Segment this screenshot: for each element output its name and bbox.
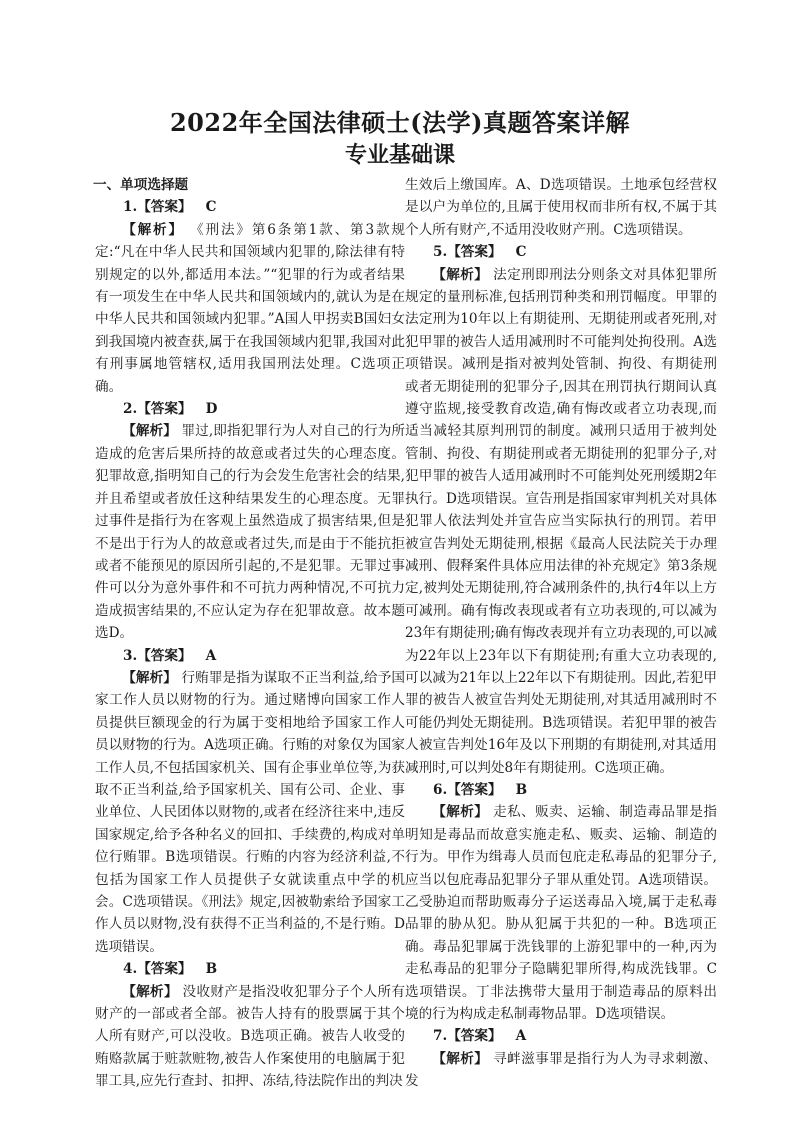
- answer-label: 【答案】: [137, 647, 192, 664]
- answer-key: C: [205, 199, 217, 216]
- analysis-q4-continued: 生效后上缴国库。A、D选项错误。土地承包经营权是以户为单位的,且属于使用权而非所有权,不属于其个人所有财产,不适用没收财产刑。C选项错误。: [405, 177, 717, 238]
- analysis-q1: [95, 219, 405, 398]
- answer-line-q5: [433, 241, 717, 263]
- answer-line-q6: [433, 779, 717, 801]
- analysis-q2: [95, 420, 405, 644]
- analysis-label: 【解析】: [122, 669, 177, 686]
- section-title: 一、单项选择题: [93, 177, 189, 193]
- analysis-label: 【解析】: [432, 804, 489, 821]
- question-number: 3.: [123, 647, 138, 664]
- analysis-q3: [95, 667, 405, 958]
- analysis-q7: [405, 1048, 717, 1093]
- answer-line-q4: [123, 958, 405, 980]
- answer-label: 【答案】: [447, 1028, 502, 1045]
- page-subtitle: 专业基础课: [344, 142, 455, 168]
- question-number: 7.: [433, 1028, 448, 1045]
- answer-line-q3: [123, 645, 405, 667]
- analysis-text: 《刑法》第6条第1款、第3款规定:“凡在中华人民共和国领域内犯罪的,除法律有特别规定的以外,都适用本法。”“犯罪的行为或者结果有一项发生在中华人民共和国领域内的,就认为是在中华人民共和国领域内犯罪。”A国人甲拐卖B国妇女到我国境内被查获,属于在我国领域内犯罪,我国对此有刑事属地管辖权,适用我国刑法处理。C选项正确。: [95, 221, 405, 395]
- answer-label: 【答案】: [137, 961, 192, 978]
- analysis-label: 【解析】: [122, 423, 177, 440]
- answer-line-q2: [123, 398, 405, 420]
- answer-key: C: [515, 244, 527, 261]
- analysis-q4: [95, 981, 405, 1093]
- analysis-text: 罪过,即指犯罪行为人对自己的行为所造成的危害后果所持的故意或者过失的心理态度。犯罪故意,指明知自己的行为会发生危害社会的结果,并且希望或者放任这种结果发生的心理态度。无罪过事件是指行为在客观上虽然造成了损害结果,但是不是出于行为人的故意或者过失,而是由于不能抗拒或者不能预见的原因所引起的,不是犯罪。无罪过事件可以分为意外事件和不可抗力两种情况,不可抗力造成损害结果的,不应认定为存在犯罪故意。故本题选D。: [95, 423, 405, 642]
- analysis-label: 【解析】: [122, 221, 184, 238]
- answer-key: B: [205, 961, 218, 978]
- analysis-label: 【解析】: [122, 983, 178, 1000]
- analysis-text: 没收财产是指没收犯罪分子个人所有财产的一部或者全部。被告人持有的股票属于其个人所有财产,可以没收。B选项正确。被告人收受的贿赂款属于赃款赃物,被告人作案使用的电脑属于犯罪工具,应先行查封、扣押、冻结,待法院作出的判决: [95, 983, 406, 1090]
- answer-label: 【答案】: [447, 781, 502, 798]
- answer-key: A: [515, 1028, 527, 1045]
- answer-label: 【答案】: [137, 401, 192, 418]
- answer-line-q1: [123, 196, 405, 218]
- question-number: 5.: [433, 244, 448, 261]
- question-number: 4.: [123, 961, 138, 978]
- analysis-text: 寻衅滋事罪是指行为人为寻求刺激、发: [405, 1050, 718, 1090]
- answer-line-q7: [433, 1025, 717, 1047]
- left-column: [95, 174, 405, 1093]
- analysis-text: 法定刑即刑法分则条文对具体犯罪所规定的量刑标准,包括刑罚种类和刑罚幅度。甲罪的法定刑为10年以上有期徒刑、无期徒刑或者死刑,对犯甲罪的被告人适用减刑时不可能判处拘役刑。A选项错误。减刑是指对被判处管制、拘役、有期徒刑或者无期徒刑的犯罪分子,因其在刑罚执行期间认真遵守监规,接受教育改造,确有悔改或者立功表现,而适当减轻其原判刑罚的制度。减刑只适用于被判处管制、拘役、有期徒刑或者无期徒刑的犯罪分子,对犯甲罪的被告人适用减刑时不可能判处死刑缓期2年执行。D选项错误。宣告刑是指国家审判机关对具体犯罪人依法判处并宣告应当实际执行的刑罚。若甲被宣告判处无期徒刑,根据《最高人民法院关于办理减刑、假释案件具体应用法律的补充规定》第3条规定,被判处无期徒刑,符合减刑条件的,执行4年以上方可减刑。确有悔改表现或者有立功表现的,可以减为23年有期徒刑;确有悔改表现并有立功表现的,可以减为22年以上23年以下有期徒刑;有重大立功表现的,可以减为21年以上22年以下有期徒刑。因此,若犯甲罪的被告人被宣告判处无期徒刑,对其适用减刑时不可能仍判处无期徒刑。B选项错误。若犯甲罪的被告人被宣告判处16年及以下刑期的有期徒刑,对其适用减刑时,可以判处8年有期徒刑。C选项正确。: [405, 266, 718, 776]
- analysis-text: 行贿罪是指为谋取不正当利益,给予国家工作人员以财物的行为。通过赌博向国家工作人员提供巨额现金的行为属于变相地给予国家工作人员以财物的行为。A选项正确。行贿的对象仅为国家工作人员,不包括国家机关、国有企事业单位等,为获取不正当利益,给予国家机关、国有公司、企业、事业单位、人民团体以财物的,或者在经济往来中,违反国家规定,给予各种名义的回扣、手续费的,构成对单位行贿罪。B选项错误。行贿的内容为经济利益,不包括为国家工作人员提供子女就读重点中学的机会。C选项错误。《刑法》规定,因被勒索给予国家工作人员以财物,没有获得不正当利益的,不是行贿。D选项错误。: [95, 669, 405, 955]
- page-title: 2022年全国法律硕士(法学)真题答案详解: [169, 108, 630, 137]
- answer-key: B: [515, 781, 528, 798]
- answer-label: 【答案】: [137, 199, 192, 216]
- answer-key: A: [205, 647, 217, 664]
- answer-label: 【答案】: [447, 244, 502, 261]
- right-column: [405, 174, 717, 1093]
- question-number: 2.: [123, 401, 138, 418]
- analysis-q5: [405, 264, 717, 779]
- analysis-label: 【解析】: [432, 1050, 489, 1067]
- analysis-label: 【解析】: [432, 266, 489, 283]
- answer-key: D: [205, 401, 218, 418]
- question-number: 1.: [123, 199, 138, 216]
- analysis-q6: [405, 801, 717, 1025]
- question-number: 6.: [433, 781, 448, 798]
- analysis-text: 走私、贩卖、运输、制造毒品罪是指明知是毒品而故意实施走私、贩卖、运输、制造的行为。甲作为缉毒人员而包庇走私毒品的犯罪分子,应当以包庇毒品犯罪分子罪从重处罚。A选项错误。乙受胁迫而帮助贩毒分子运送毒品入境,属于走私毒品罪的胁从犯。胁从犯属于共犯的一种。B选项正确。毒品犯罪属于洗钱罪的上游犯罪中的一种,丙为走私毒品的犯罪分子隐瞒犯罪所得,构成洗钱罪。C选项错误。丁非法携带大量用于制造毒品的原料出境的行为构成走私制毒物品罪。D选项错误。: [405, 804, 718, 1023]
